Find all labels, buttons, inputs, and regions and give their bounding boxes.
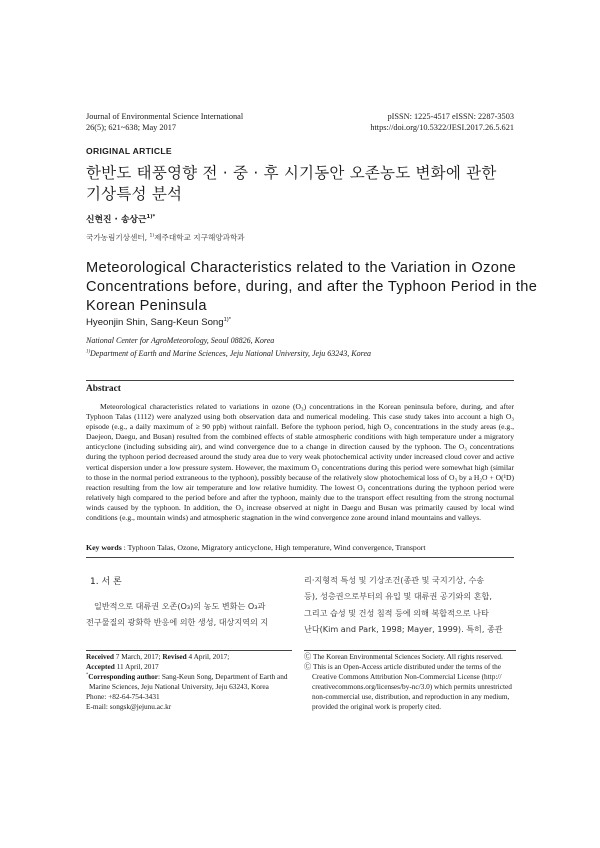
abstract-line: loss of O₃ by a H₂O + O(¹D) reaction resulting from the low air temperature and low relative humidity. The lowest O₃ concentrations (86, 472, 514, 492)
footnote-right (304, 652, 516, 712)
english-title (86, 259, 537, 316)
section-left-column (86, 598, 296, 631)
author-marker: 1)* (223, 316, 231, 323)
issn: pISSN: 1225-4517 eISSN: 2287-3503 (387, 112, 514, 121)
body-line: 그리고 습성 및 건성 침적 등에 의해 복합적으로 나타 (304, 607, 489, 618)
english-authors (86, 317, 231, 328)
doi[interactable]: https://doi.org/10.5322/JESI.2017.26.5.621 (370, 123, 514, 132)
body-line: 전구물질의 광화학 반응에 의한 생성, 대상지역의 지 (86, 617, 269, 628)
affil-marker: 1) (149, 233, 155, 239)
korean-title-line: 기상특성 분석 (86, 185, 183, 203)
affiliation-line: $^{1)}$Department of Earth and Marine Sciences, Jeju National University, Jeju 63243, Korea (86, 348, 371, 358)
author-marker: 1)* (146, 214, 156, 221)
body-line: 난다(Kim and Park, 1998; Mayer, 1999). 특히, 종관 (304, 623, 503, 634)
keywords-bottom-rule (86, 557, 514, 558)
journal-name: Journal of Environmental Science International (86, 112, 244, 121)
korean-author-names: 신현진 · 송상근 (86, 215, 147, 225)
abstract-line: Daejeon, Daegu, and Busan) resulted from the combined effects of stable atmospheric conditions with high temperature under a (86, 432, 482, 442)
affiliation-line: National Center for AgroMeteorology, Seoul 08826, Korea (86, 336, 275, 345)
english-affiliations (86, 335, 371, 360)
license-line: creativecommons.org/licenses/by-nc/3.0) which permits unrestricted (312, 682, 512, 691)
issn-header (370, 111, 514, 133)
abstract-line: somewhat high (similar to those in the normal period extraneous to the typhoon), possibly because of the relatively slow photochemical (86, 462, 514, 482)
corresponding-author: *Corresponding author: Sang-Keun Song, Department of Earth and (86, 671, 288, 681)
abstract-body (86, 402, 514, 523)
copyright-line: Ⓒ The Korean Environmental Sciences Society. All rights reserved. (304, 652, 503, 661)
korean-affiliation (86, 232, 245, 243)
abstract-line: episode (e.g., a daily maximum of ≥ 90 ppb) without rainfall. Before the typhoon period, high O₃ concentrations in the study areas (e.g., (86, 422, 514, 432)
body-line: 리·지형적 특성 및 기상조건(종관 및 국지기상, 수송 (304, 575, 485, 585)
section-heading: 1. 서 론 (90, 577, 122, 587)
footnote-right-rule (304, 650, 516, 651)
abstract-heading: Abstract (86, 384, 121, 394)
body-line: 등), 성층권으로부터의 유입 및 대류권 공기와의 혼합, (304, 591, 492, 602)
received-line: Received 7 March, 2017; Revised 4 April, 2017; (86, 652, 230, 661)
volume-info: 26(5); 621~638; May 2017 (86, 123, 176, 132)
section-right-column (304, 572, 516, 637)
license-line: non-commercial use, distribution, and reproduction in any medium, (312, 692, 510, 701)
english-title-line: Korean Peninsula (86, 298, 207, 314)
license-line: Creative Commons Attribution Non-Commercial License (http:// (312, 672, 502, 681)
abstract-top-rule (86, 380, 514, 381)
abstract-line: mountains and valleys. (411, 513, 482, 523)
affil-marker: 1) (86, 348, 90, 354)
journal-header (86, 111, 243, 133)
abstract-line: migratory anticyclone (including subsiding air), and wind convergence due to a change in direction caused by the typhoon. The O₃ (86, 432, 514, 452)
korean-authors (86, 212, 155, 225)
abstract-line: resulting from the strong nocturnal winds caused by the typhoon. In addition, the O₃ increase observed at night in Daegu and Busan was (86, 492, 514, 512)
korean-affil-first: 국가농림기상센터, (86, 233, 150, 242)
email[interactable]: E-mail: songsk@jejunu.ac.kr (86, 702, 172, 711)
license-line: Ⓒ This is an Open-Access article distributed under the terms of the (304, 662, 502, 671)
abstract-line: Meteorological characteristics related to variations in ozone (O₃) concentrations in the Korean peninsula before, during, and after (100, 402, 514, 411)
corresponding-address: Marine Sciences, Jeju National University, Jeju 63243, Korea (89, 682, 269, 691)
korean-title-line: 한반도 태풍영향 전 · 중 · 후 시기동안 오존농도 변화에 관한 (86, 164, 497, 182)
abstract-line: primarily caused by local wind conditions (e.g., mountain winds) and atmospheric stagnation in the wind convergence zone around inland (86, 502, 514, 523)
english-title-line: Meteorological Characteristics related to the Variation in Ozone (86, 260, 517, 276)
license-line: provided the original work is properly cited. (312, 702, 442, 711)
abstract-line: during the typhoon period were relatively high compared to the period before and after the typhoon, mainly due to the transport effect (86, 482, 514, 502)
abstract-line: concentrations during the typhoon period decreased around the study area due to very weak photochemical activity under increased cloud (86, 442, 514, 462)
footnote-left-rule (86, 650, 292, 651)
keywords-label: Key words (86, 543, 122, 552)
english-title-line: Concentrations before, during, and after the Typhoon Period in the (86, 279, 538, 295)
korean-title (86, 163, 497, 205)
accepted-line: Accepted 11 April, 2017 (86, 662, 159, 671)
body-line: 일반적으로 대류권 오존(O₃)의 농도 변화는 O₃과 (94, 601, 266, 611)
abstract-line: cover and active vertical dispersion under a low pressure system. However, the maximum O₃ concentrations during this period were (86, 452, 514, 472)
korean-affil-second: 제주대학교 지구해양과학과 (154, 233, 245, 242)
english-author-names: Hyeonjin Shin, Sang-Keun Song (86, 317, 224, 328)
keywords-text: : Typhoon Talas, Ozone, Migratory anticyclone, High temperature, Wind convergence, Transport (121, 543, 426, 552)
article-type: ORIGINAL ARTICLE (86, 146, 172, 156)
abstract-line: Typhoon Talas (1112) were analyzed using both observation data and numerical modeling. This case study takes into account a high O₃ (86, 412, 514, 422)
phone: Phone: +82-64-754-3431 (86, 692, 160, 701)
footnote-left (86, 652, 296, 712)
keywords (86, 543, 426, 552)
